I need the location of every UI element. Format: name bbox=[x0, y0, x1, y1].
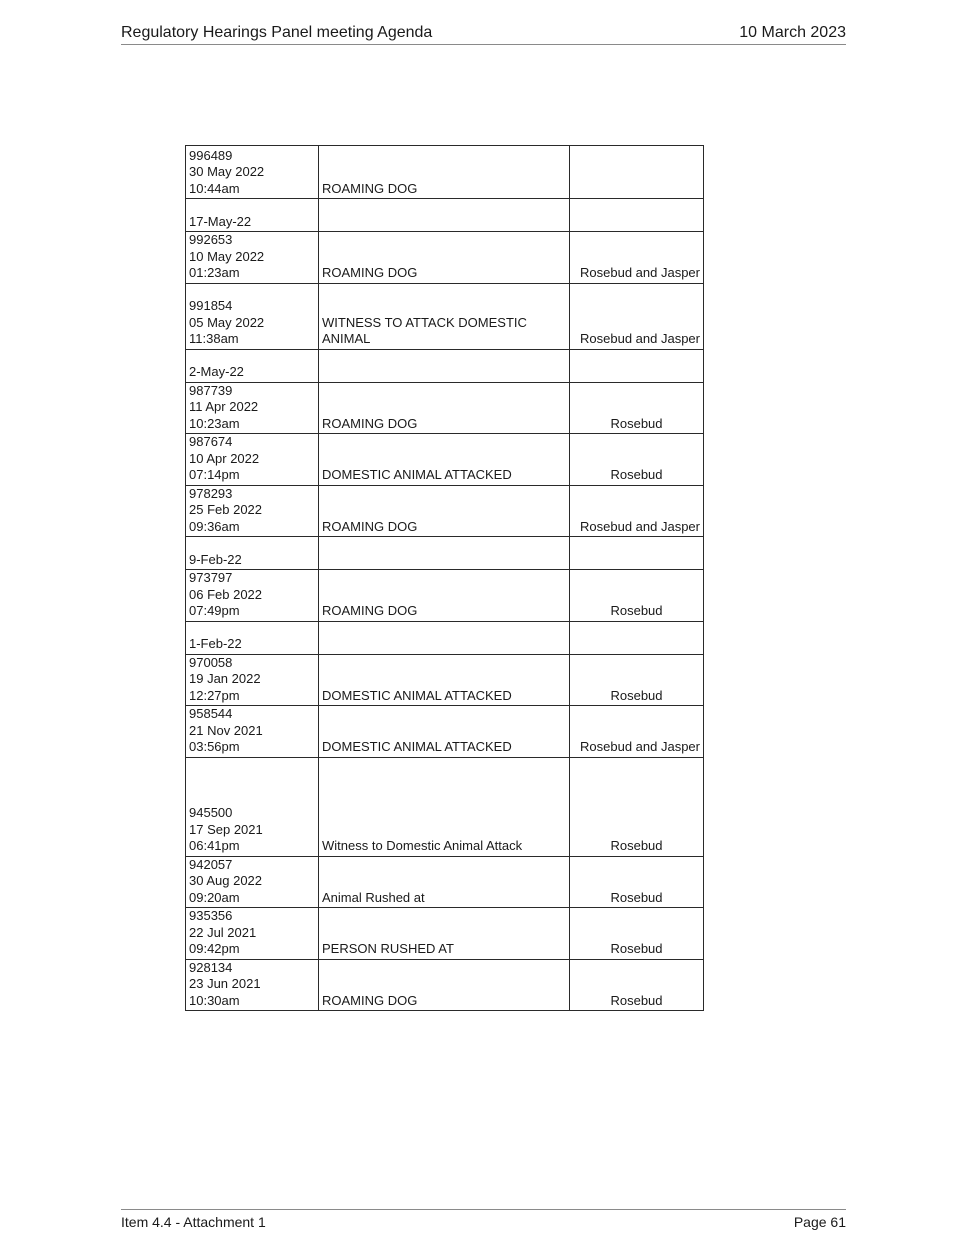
dogs-cell: Rosebud bbox=[570, 382, 704, 434]
dogs-cell: Rosebud and Jasper bbox=[570, 485, 704, 537]
table-row bbox=[186, 757, 704, 856]
dogs-cell: Rosebud bbox=[570, 908, 704, 960]
incident-cell: 987674 10 Apr 2022 07:14pm bbox=[186, 434, 319, 486]
dogs-cell bbox=[570, 537, 704, 570]
incident-cell: 991854 05 May 2022 11:38am bbox=[186, 283, 319, 349]
incident-type-cell: DOMESTIC ANIMAL ATTACKED bbox=[319, 706, 570, 758]
table-row bbox=[186, 199, 704, 232]
dogs-cell: Rosebud bbox=[570, 757, 704, 856]
page-header bbox=[121, 22, 846, 45]
table-row bbox=[186, 146, 704, 199]
incident-type-cell bbox=[319, 537, 570, 570]
incident-table bbox=[185, 145, 704, 1011]
incident-type-cell bbox=[319, 349, 570, 382]
table-row bbox=[186, 706, 704, 758]
incident-type-cell bbox=[319, 621, 570, 654]
table-row bbox=[186, 570, 704, 622]
page-footer bbox=[121, 1209, 846, 1230]
incident-type-cell: ROAMING DOG bbox=[319, 959, 570, 1011]
incident-cell: 992653 10 May 2022 01:23am bbox=[186, 232, 319, 284]
incident-cell: 2-May-22 bbox=[186, 349, 319, 382]
incident-type-cell: ROAMING DOG bbox=[319, 570, 570, 622]
attachment-label: Item 4.4 - Attachment 1 bbox=[121, 1214, 266, 1230]
dogs-cell: Rosebud bbox=[570, 434, 704, 486]
page-number: Page 61 bbox=[793, 1214, 846, 1230]
incident-type-cell: ROAMING DOG bbox=[319, 232, 570, 284]
dogs-cell bbox=[570, 146, 704, 199]
dogs-cell: Rosebud and Jasper bbox=[570, 706, 704, 758]
dogs-cell: Rosebud and Jasper bbox=[570, 232, 704, 284]
dogs-cell: Rosebud and Jasper bbox=[570, 283, 704, 349]
incident-cell: 1-Feb-22 bbox=[186, 621, 319, 654]
table-row bbox=[186, 382, 704, 434]
table-row bbox=[186, 908, 704, 960]
table-row bbox=[186, 485, 704, 537]
table-row bbox=[186, 232, 704, 284]
dogs-cell bbox=[570, 621, 704, 654]
incident-type-cell: WITNESS TO ATTACK DOMESTIC ANIMAL bbox=[319, 283, 570, 349]
table-row bbox=[186, 621, 704, 654]
dogs-cell: Rosebud bbox=[570, 570, 704, 622]
incident-cell: 973797 06 Feb 2022 07:49pm bbox=[186, 570, 319, 622]
dogs-cell bbox=[570, 349, 704, 382]
incident-type-cell: ROAMING DOG bbox=[319, 146, 570, 199]
incident-type-cell: Witness to Domestic Animal Attack bbox=[319, 757, 570, 856]
incident-type-cell: ROAMING DOG bbox=[319, 485, 570, 537]
incident-type-cell: ROAMING DOG bbox=[319, 382, 570, 434]
dogs-cell: Rosebud bbox=[570, 654, 704, 706]
table-row bbox=[186, 283, 704, 349]
incident-cell: 17-May-22 bbox=[186, 199, 319, 232]
incident-type-cell: DOMESTIC ANIMAL ATTACKED bbox=[319, 654, 570, 706]
table-row bbox=[186, 434, 704, 486]
dogs-cell: Rosebud bbox=[570, 959, 704, 1011]
incident-cell: 928134 23 Jun 2021 10:30am bbox=[186, 959, 319, 1011]
incident-cell: 9-Feb-22 bbox=[186, 537, 319, 570]
incident-type-cell: DOMESTIC ANIMAL ATTACKED bbox=[319, 434, 570, 486]
incident-cell: 958544 21 Nov 2021 03:56pm bbox=[186, 706, 319, 758]
table-row bbox=[186, 959, 704, 1011]
incident-cell: 978293 25 Feb 2022 09:36am bbox=[186, 485, 319, 537]
incident-cell: 942057 30 Aug 2022 09:20am bbox=[186, 856, 319, 908]
table-row bbox=[186, 349, 704, 382]
incident-cell: 987739 11 Apr 2022 10:23am bbox=[186, 382, 319, 434]
incident-type-cell bbox=[319, 199, 570, 232]
document-title: Regulatory Hearings Panel meeting Agenda bbox=[121, 24, 433, 41]
dogs-cell bbox=[570, 199, 704, 232]
dogs-cell: Rosebud bbox=[570, 856, 704, 908]
table-row bbox=[186, 856, 704, 908]
incident-type-cell: PERSON RUSHED AT bbox=[319, 908, 570, 960]
incident-cell: 996489 30 May 2022 10:44am bbox=[186, 146, 319, 199]
incident-cell: 945500 17 Sep 2021 06:41pm bbox=[186, 757, 319, 856]
incident-type-cell: Animal Rushed at bbox=[319, 856, 570, 908]
incident-cell: 935356 22 Jul 2021 09:42pm bbox=[186, 908, 319, 960]
table-row bbox=[186, 654, 704, 706]
table-row bbox=[186, 537, 704, 570]
incident-cell: 970058 19 Jan 2022 12:27pm bbox=[186, 654, 319, 706]
meeting-date: 10 March 2023 bbox=[739, 24, 846, 41]
